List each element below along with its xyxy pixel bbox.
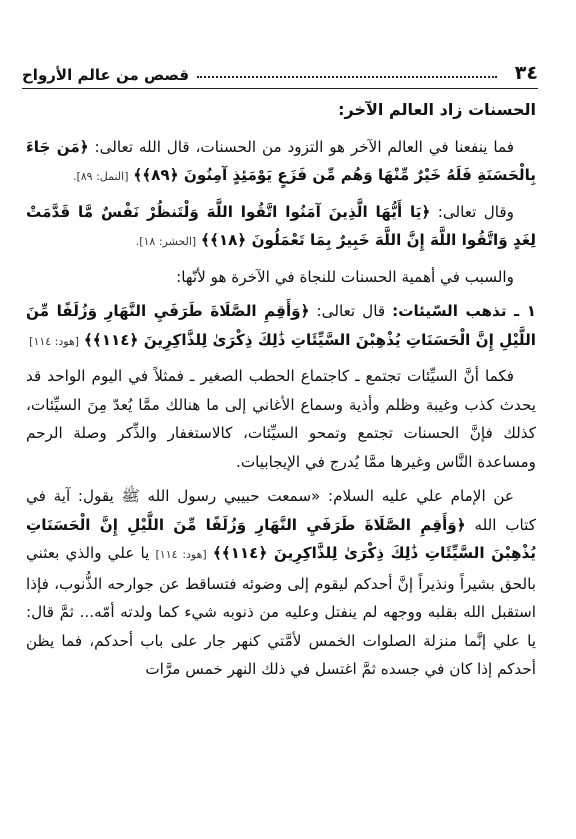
section-heading: الحسنات زاد العالم الآخر: (338, 100, 536, 119)
header-rule (22, 88, 538, 89)
page-header (22, 58, 538, 84)
paragraph-text: قال تعالى: (316, 302, 386, 320)
paragraph (26, 133, 536, 192)
paragraph-text: فكما أنَّ السيِّئات تجتمع ـ كاجتماع الحطب الصغير ـ فمثلاً في اليوم الواحد قد يحدث كذب وغيبة وظلم وأذية وسماع الأغاني إلى ما هنالك ممَّا يُعدّ مِنَ السيِّئات، كذلك فإنَّ الحسنات تجتمع وتمحو السيِّئات، كالاستغفار والذِّكر وصلة الرحم ومساعدة النَّاس وغيرها ممَّا يُدرج في الإيجابيات. (26, 367, 536, 471)
paragraph-text: يا علي والذي بعثني بالحق بشيراً ونذيراً إنَّ أحدكم ليقوم إلى وضوئه فتساقط عن جوارحه الذُّنوب، فإذا استقبل الله بقلبه ووجهه لم ينفتل وعليه من ذنوبه شيء كما ولدته أمّه... ثمَّ قال: يا علي إنَّما منزلة الصلوات الخمس لأمَّتي كنهر جار على باب أحدكم، فما يظن أحدكم إذا كان في جسده ثمَّ اغتسل في ذلك النهر خمس مرَّات (26, 544, 536, 678)
paragraph-text: عن الإمام علي عليه السلام: «سمعت حبيبي رسول الله ﷺ يقول: آية في كتاب الله (26, 487, 536, 534)
header-leader-dots (197, 76, 497, 78)
verse-reference: [النمل: ٨٩]. (72, 170, 129, 183)
page-number: ٣٤ (514, 62, 538, 84)
paragraph (26, 362, 536, 476)
verse-reference: [الحشر: ١٨]. (135, 235, 197, 248)
verse-reference: [هود: ١١٤] (29, 334, 80, 348)
page-body (26, 96, 536, 819)
numbered-point (26, 297, 536, 356)
paragraph (26, 482, 536, 684)
paragraph-text: فما ينفعنا في العالم الآخر هو التزود من الحسنات، قال الله تعالى: (94, 137, 514, 156)
quran-verse: ﴿مَن جَاءَ بِالْحَسَنَةِ فَلَهُ خَيْرٌ مِّنْهَا وَهُم مِّن فَزَعٍ يَوْمَئِذٍ آمِنُونَ ﴿٨٩﴾﴾ (26, 137, 536, 184)
running-title: قصص من عالم الأرواح (22, 66, 190, 84)
point-label: ١ ـ تذهب السّيئات: (392, 302, 536, 320)
paragraph (26, 198, 536, 257)
paragraph-text: وقال تعالى: (437, 202, 515, 221)
quran-verse: ﴿وَأَقِمِ الصَّلَاةَ طَرَفَيِ النَّهَارِ وَزُلَفًا مِّنَ اللَّيْلِ إِنَّ الْحَسَنَاتِ يُذْهِبْنَ السَّيِّئَاتِ ذَٰلِكَ ذِكْرَىٰ لِلذَّاكِرِينَ ﴿١١٤﴾﴾ (26, 515, 536, 562)
quran-verse: ﴿يَا أَيُّهَا الَّذِينَ آمَنُوا اتَّقُوا اللَّهَ وَلْتَنظُرْ نَفْسٌ مَّا قَدَّمَتْ لِغَدٍ وَاتَّقُوا اللَّهَ إِنَّ اللَّهَ خَبِيرٌ بِمَا تَعْمَلُونَ ﴿١٨﴾﴾ (26, 202, 536, 249)
paragraph (26, 263, 536, 292)
verse-reference: [هود: ١١٤] (155, 548, 207, 561)
quran-verse: ﴿وَأَقِمِ الصَّلَاةَ طَرَفَيِ النَّهَارِ وَزُلَفًا مِّنَ اللَّيْلِ إِنَّ الْحَسَنَاتِ يُذْهِبْنَ السَّيِّئَاتِ ذَٰلِكَ ذِكْرَىٰ لِلذَّاكِرِينَ ﴿١١٤﴾﴾ (26, 302, 536, 349)
paragraph-text: والسبب في أهمية الحسنات للنجاة في الآخرة هو لأنّها: (176, 267, 514, 286)
